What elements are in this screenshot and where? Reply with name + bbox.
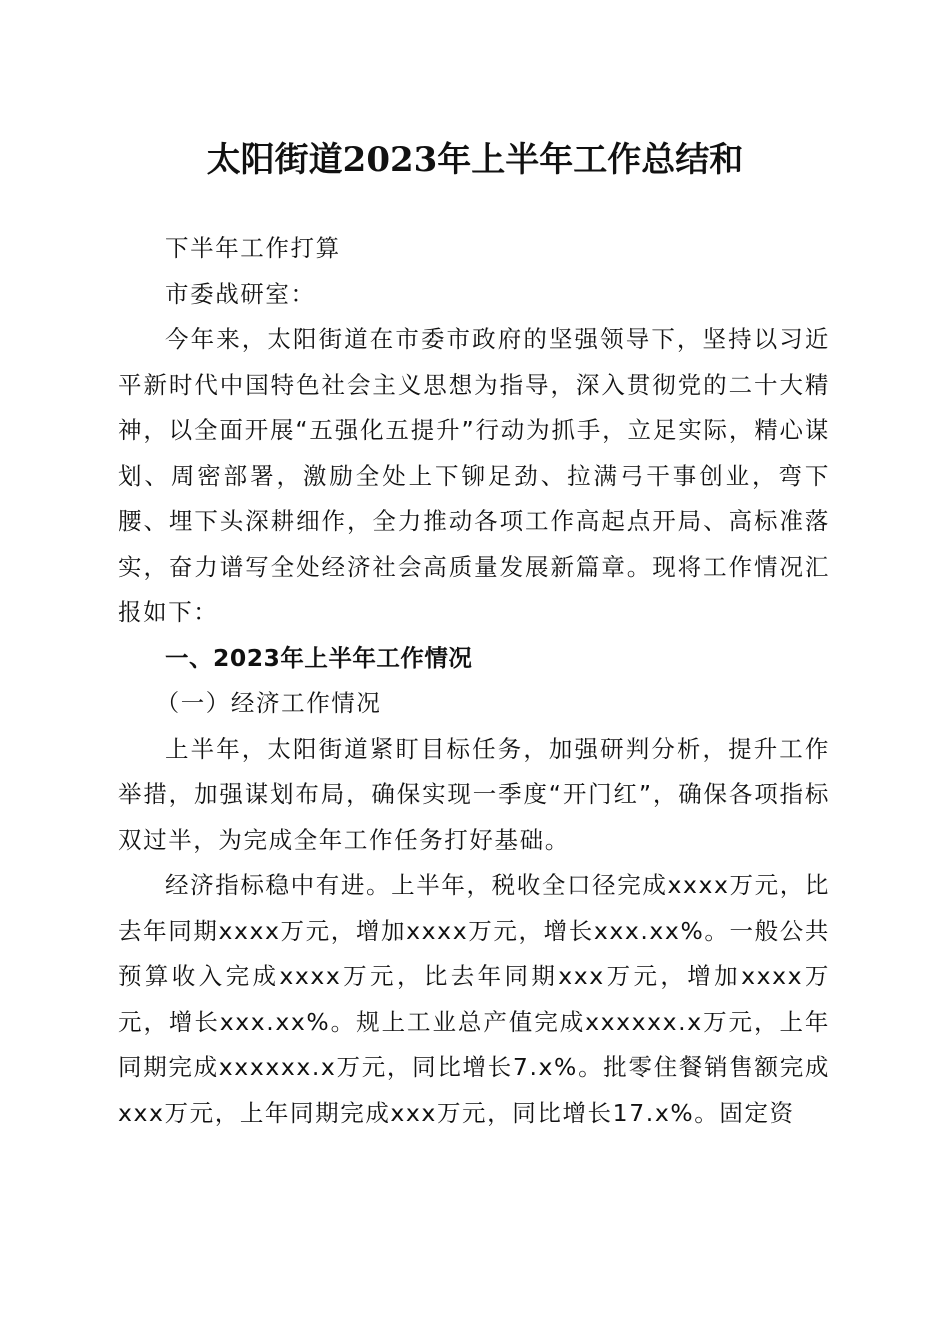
body-paragraph: 经济指标稳中有进。上半年，税收全口径完成xxxx万元，比去年同期xxxx万元，增加xxxx万元，增长xxx.xx%。一般公共预算收入完成xxxx万元，比去年同期xxx万元，增加xxxx万元，增长xxx.xx%。规上工业总产值完成xxxxxx.x万元，上年同期完成xxxxxx.x万元，同比增长7.x%。批零住餐销售额完成xxx万元，上年同期完成xxx万元，同比增长17.x%。固定资 — [118, 871, 830, 1127]
intro-paragraph: 今年来，太阳街道在市委市政府的坚强领导下，坚持以习近平新时代中国特色社会主义思想为指导，深入贯彻党的二十大精神，以全面开展“五强化五提升”行动为抓手，立足实际，精心谋划、周密部署，激励全处上下铆足劲、拉满弓干事创业，弯下腰、埋下头深耕细作，全力推动各项工作高起点开局、高标准落实，奋力谱写全处经济社会高质量发展新篇章。现将工作情况汇报如下： — [118, 325, 830, 626]
document-title: 太阳街道2023年上半年工作总结和 — [206, 140, 744, 180]
subsection-heading: （一）经济工作情况 — [155, 689, 382, 717]
document-body — [118, 226, 830, 1136]
document-subtitle: 下半年工作打算 — [165, 234, 341, 262]
section-heading: 一、2023年上半年工作情况 — [165, 643, 473, 672]
body-paragraph: 上半年，太阳街道紧盯目标任务，加强研判分析，提升工作举措，加强谋划布局，确保实现一季度“开门红”，确保各项指标双过半，为完成全年工作任务打好基础。 — [118, 734, 830, 854]
addressee: 市委战研室： — [165, 279, 316, 308]
